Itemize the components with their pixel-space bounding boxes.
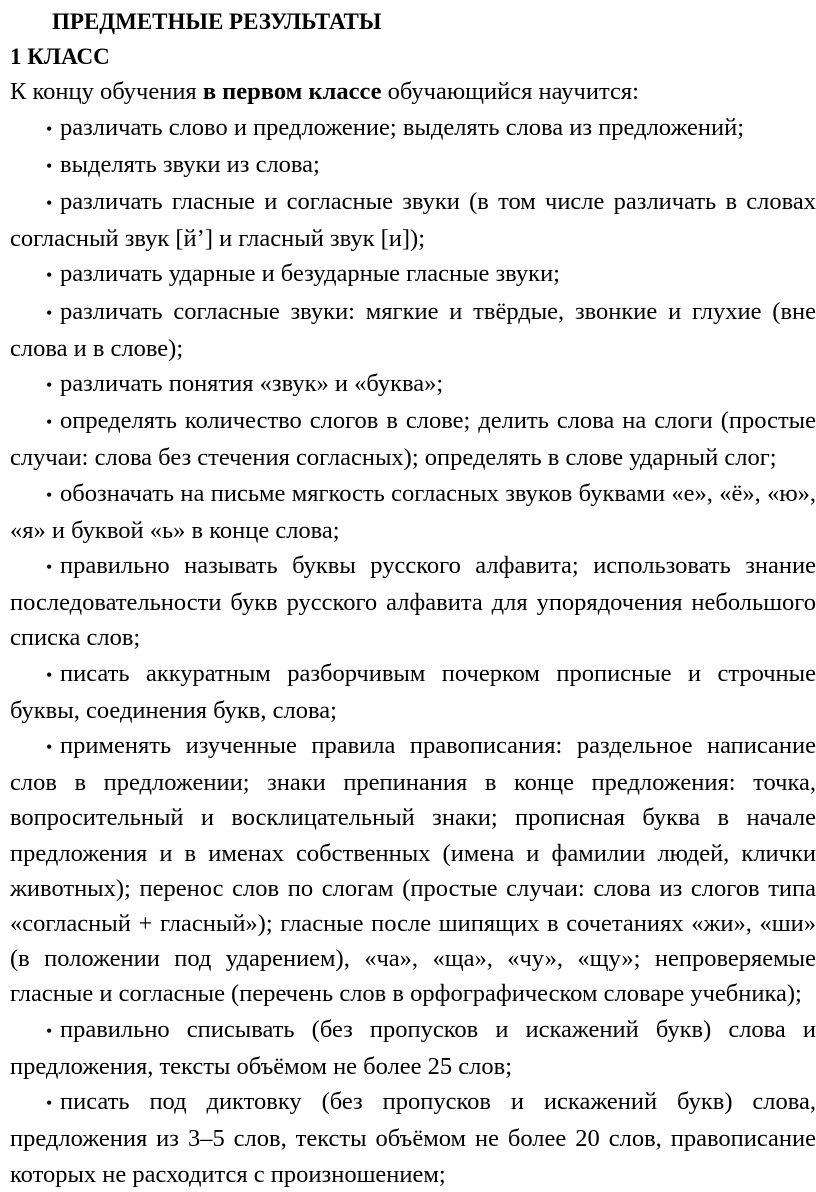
list-item-text: различать понятия «звук» и «буква»;	[60, 370, 444, 398]
list-item	[10, 656, 816, 728]
list-item-text: обозначать на письме мягкость согласных звуков буквами «е», «ё», «ю», «я» и буквой «ь» в конце слова;	[10, 479, 816, 544]
bullet-icon: •	[46, 193, 53, 214]
list-item	[10, 294, 816, 366]
bullet-icon: •	[46, 375, 53, 396]
bullet-icon: •	[46, 155, 53, 176]
bullet-icon: •	[46, 118, 53, 139]
list-item	[10, 548, 816, 656]
list-item	[10, 184, 816, 256]
bullet-icon: •	[46, 484, 53, 505]
bullet-icon: •	[46, 302, 53, 323]
list-item	[10, 476, 816, 548]
bullet-icon: •	[46, 557, 53, 578]
bullet-icon: •	[46, 737, 53, 758]
list-item-text: определять количество слогов в слове; делить слова на слоги (простые случаи: слова без стечения согласных); определять в слове ударный слог;	[10, 407, 816, 472]
intro-paragraph	[10, 74, 816, 109]
bullet-icon: •	[46, 1020, 53, 1041]
list-item	[10, 366, 816, 403]
list-item-text: различать ударные и безударные гласные звуки;	[60, 260, 560, 288]
list-item	[10, 1012, 816, 1084]
intro-text-after: обучающийся научится:	[381, 78, 639, 106]
bullet-icon: •	[46, 265, 53, 286]
list-item	[10, 256, 816, 293]
outcomes-list	[10, 110, 816, 1192]
bullet-icon: •	[46, 664, 53, 685]
bullet-icon: •	[46, 412, 53, 433]
intro-text-before: К концу обучения	[10, 78, 203, 106]
list-item-text: писать под диктовку (без пропусков и искажений букв) слова, предложения из 3–5 слов, тексты объёмом не более 20 слов, правописание которых не расходится с произношением;	[10, 1088, 816, 1188]
list-item-text: различать гласные и согласные звуки (в том числе различать в словах согласный звук [й’] и гласный звук [и]);	[10, 188, 816, 253]
list-item	[10, 728, 816, 1012]
list-item-text: правильно называть буквы русского алфавита; использовать знание последовательности букв русского алфавита для упорядочения небольшого списка слов;	[10, 552, 816, 652]
list-item	[10, 110, 816, 147]
list-item-text: различать согласные звуки: мягкие и твёрдые, звонкие и глухие (вне слова и в слове);	[10, 297, 816, 362]
intro-text-bold: в первом классе	[202, 78, 382, 106]
bullet-icon: •	[46, 1093, 53, 1114]
list-item-text: писать аккуратным разборчивым почерком прописные и строчные буквы, соединения букв, слова;	[10, 659, 816, 724]
grade-heading: 1 КЛАСС	[10, 44, 110, 70]
list-item-text: различать слово и предложение; выделять слова из предложений;	[60, 113, 745, 141]
list-item	[10, 147, 816, 184]
page-title: ПРЕДМЕТНЫЕ РЕЗУЛЬТАТЫ	[52, 9, 382, 34]
list-item	[10, 403, 816, 475]
list-item	[10, 1084, 816, 1192]
list-item-text: правильно списывать (без пропусков и искажений букв) слова и предложения, тексты объёмом не более 25 слов;	[10, 1015, 816, 1080]
list-item-text: выделять звуки из слова;	[60, 150, 320, 178]
list-item-text: применять изученные правила правописания: раздельное написание слов в предложении; знаки препинания в конце предложения: точка, вопросительный и восклицательный знаки; прописная буква в начале предложения и в именах собственных (имена и фамилии людей, клички животных); перенос слов по слогам (простые случаи: слова из слогов типа «согласный + гласный»); гласные после шипящих в сочетаниях «жи», «ши» (в положении под ударением), «ча», «ща», «чу», «щу»; непроверяемые гласные и согласные (перечень слов в орфографическом словаре учебника);	[10, 732, 816, 1008]
